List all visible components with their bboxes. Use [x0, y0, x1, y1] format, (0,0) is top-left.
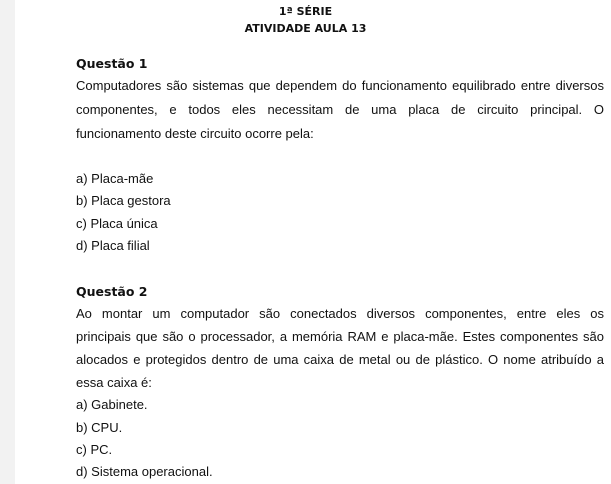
questao-2-option-c: c) PC. — [76, 442, 113, 457]
questao-2-option-b: b) CPU. — [76, 420, 123, 435]
questao-1-title: Questão 1 — [76, 56, 148, 71]
questao-1-text-line-1: Computadores são sistemas que dependem do funcionamento equilibrado entre diversos — [76, 78, 604, 93]
questao-2-text-line-4: essa caixa é: — [76, 375, 152, 390]
questao-2-text-line-3: alocados e protegidos dentro de uma caixa de metal ou de plástico. O nome atribuído a — [76, 352, 604, 367]
questao-1-option-c: c) Placa única — [76, 216, 158, 231]
page-left-margin — [0, 0, 15, 484]
questao-2-option-a: a) Gabinete. — [76, 397, 148, 412]
questao-2-text-line-1: Ao montar um computador são conectados diversos componentes, entre eles os — [76, 306, 604, 321]
questao-1-option-d: d) Placa filial — [76, 238, 150, 253]
serie-heading: 1ª SÉRIE — [278, 5, 333, 18]
questao-1-text-line-2: componentes, e todos eles necessitam de uma placa de circuito principal. O — [76, 102, 604, 117]
questao-2-text-line-2: principais que são o processador, a memória RAM e placa-mãe. Estes componentes são — [76, 329, 604, 344]
questao-1-option-a: a) Placa-mãe — [76, 171, 154, 186]
atividade-heading: ATIVIDADE AULA 13 — [244, 22, 367, 35]
questao-1-text-line-3: funcionamento deste circuito ocorre pela: — [76, 126, 314, 141]
questao-2-option-d: d) Sistema operacional. — [76, 464, 213, 479]
questao-1-option-b: b) Placa gestora — [76, 193, 171, 208]
questao-2-title: Questão 2 — [76, 284, 148, 299]
